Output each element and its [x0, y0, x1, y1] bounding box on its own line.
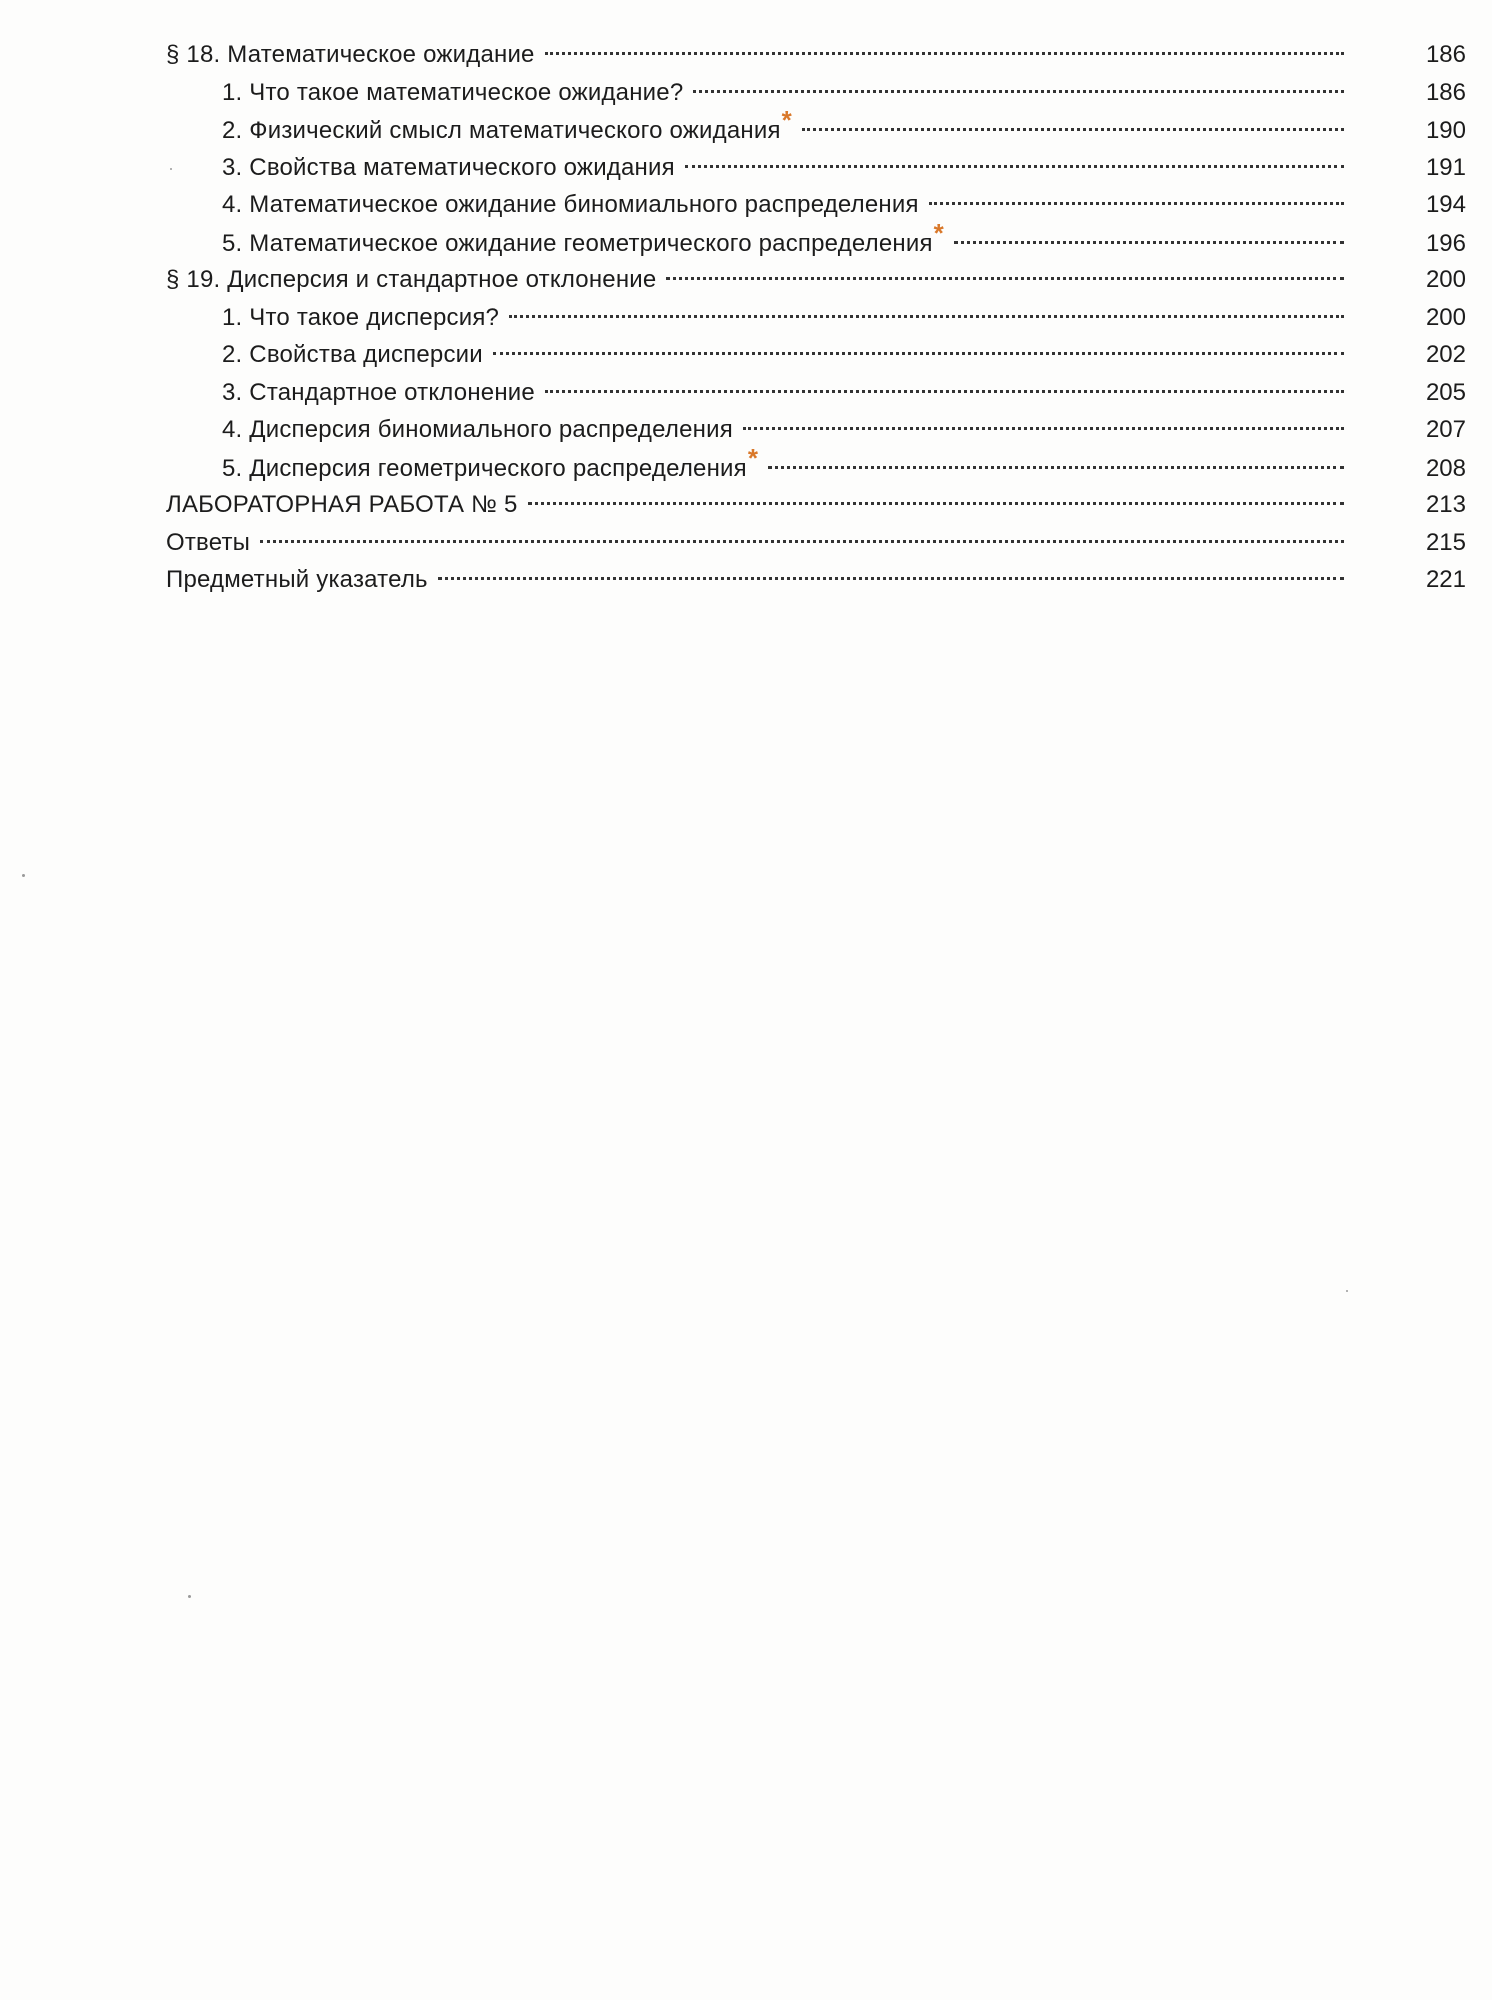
dot-leader	[438, 577, 1344, 580]
table-of-contents	[166, 36, 1466, 599]
scan-speck	[22, 874, 25, 877]
dot-leader	[743, 427, 1344, 430]
dot-leader	[768, 466, 1344, 469]
dot-leader	[802, 128, 1344, 131]
toc-entry-title: 4. Математическое ожидание биномиального распределения	[222, 191, 919, 218]
toc-entry	[166, 336, 1466, 374]
toc-entry-page-number: 202	[1425, 341, 1466, 368]
optional-star-icon: *	[933, 217, 944, 248]
dot-leader	[954, 241, 1344, 244]
toc-entry-title: 4. Дисперсия биномиального распределения	[222, 416, 733, 443]
dot-leader	[929, 202, 1344, 205]
dot-leader	[685, 165, 1344, 168]
dot-leader	[693, 90, 1344, 93]
toc-entry	[166, 74, 1466, 112]
toc-entry	[166, 105, 1466, 149]
toc-entry-title: ЛАБОРАТОРНАЯ РАБОТА № 5	[166, 491, 518, 518]
toc-entry-page-number: 213	[1425, 491, 1466, 518]
toc-entry	[166, 261, 1466, 299]
toc-entry	[166, 186, 1466, 224]
toc-entry	[166, 442, 1466, 487]
toc-entry-page-number: 186	[1425, 41, 1466, 68]
dot-leader	[260, 540, 1344, 543]
toc-entry	[166, 149, 1466, 187]
toc-entry-page-number: 215	[1425, 528, 1466, 556]
toc-entry-title: § 19. Дисперсия и стандартное отклонение	[166, 266, 657, 293]
toc-entry-title: 3. Стандартное отклонение	[222, 378, 535, 406]
optional-star-icon: *	[781, 105, 792, 135]
dot-leader	[528, 502, 1345, 505]
toc-entry-title: 1. Что такое дисперсия?	[222, 303, 500, 331]
toc-entry-page-number: 196	[1425, 229, 1466, 257]
scan-speck	[1346, 1290, 1348, 1292]
toc-entry-page-number: 200	[1425, 303, 1466, 331]
toc-entry-page-number: 208	[1425, 454, 1466, 482]
toc-entry-title: 5. Дисперсия геометрического распределения	[222, 454, 747, 482]
toc-entry	[166, 217, 1466, 262]
toc-entry-page-number: 190	[1425, 117, 1466, 144]
dot-leader	[545, 52, 1344, 55]
toc-entry	[166, 299, 1466, 337]
toc-entry-page-number: 207	[1425, 416, 1466, 443]
toc-entry-title: 3. Свойства математического ожидания	[222, 153, 675, 181]
toc-entry-page-number: 205	[1425, 378, 1466, 406]
toc-entry-title: Ответы	[166, 528, 251, 556]
scan-speck	[188, 1595, 191, 1598]
toc-entry	[166, 374, 1466, 412]
toc-entry-title: 5. Математическое ожидание геометрического распределения	[222, 229, 933, 257]
dot-leader	[493, 352, 1344, 355]
toc-entry-title: 1. Что такое математическое ожидание?	[222, 78, 684, 106]
toc-entry	[166, 561, 1466, 599]
toc-entry-page-number: 200	[1425, 266, 1466, 293]
toc-entry	[166, 36, 1466, 74]
dot-leader	[545, 390, 1344, 393]
toc-entry-page-number: 194	[1425, 191, 1466, 218]
toc-entry-title: Предметный указатель	[166, 566, 428, 593]
toc-entry-page-number: 186	[1425, 78, 1466, 106]
toc-entry-title: 2. Физический смысл математического ожидания	[222, 117, 781, 144]
dot-leader	[509, 315, 1344, 318]
scan-speck	[170, 168, 172, 170]
toc-entry	[166, 486, 1466, 524]
toc-entry-title: § 18. Математическое ожидание	[166, 41, 535, 68]
dot-leader	[666, 277, 1344, 280]
optional-star-icon: *	[747, 442, 758, 473]
toc-entry-page-number: 221	[1425, 566, 1466, 593]
toc-entry	[166, 524, 1466, 562]
toc-entry	[166, 411, 1466, 449]
toc-entry-title: 2. Свойства дисперсии	[222, 341, 483, 368]
toc-entry-page-number: 191	[1425, 153, 1466, 181]
